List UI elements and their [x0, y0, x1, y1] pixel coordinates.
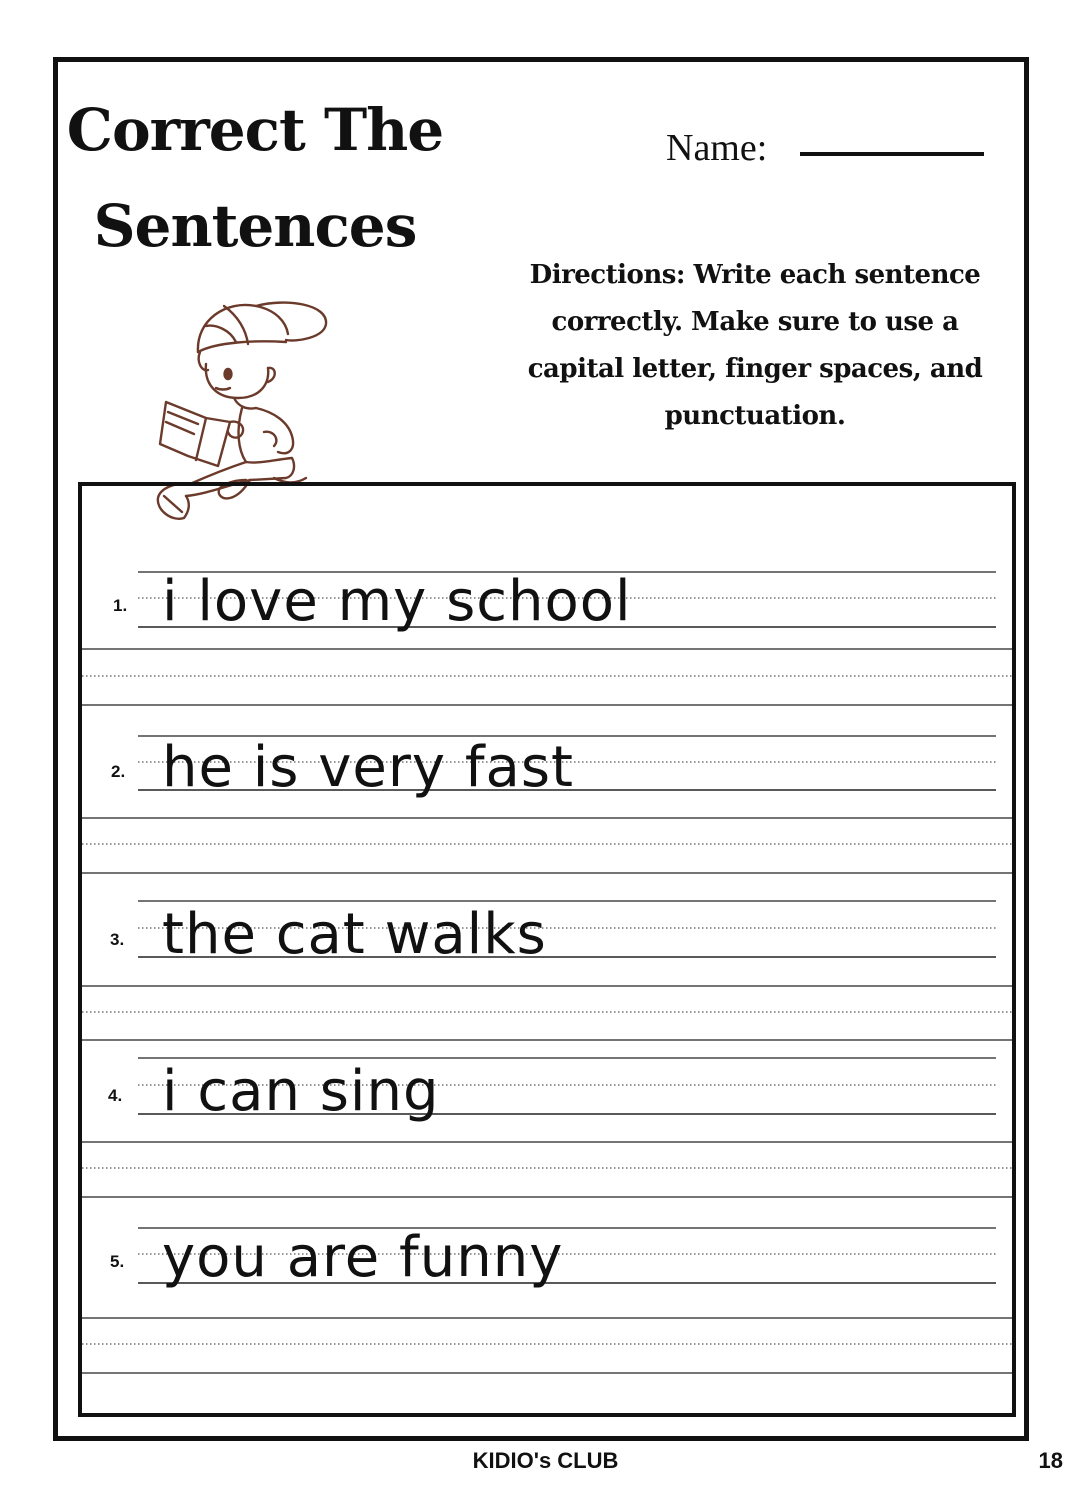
- sentence-number-2: 2.: [111, 762, 126, 781]
- title-line-2: Sentences: [93, 192, 417, 260]
- sentence-number-5: 5.: [110, 1252, 125, 1271]
- sentence-number-3: 3.: [110, 930, 125, 949]
- sentence-text-1: i love my school: [162, 569, 632, 634]
- title-line-1: Correct The: [66, 96, 444, 164]
- sentence-text-5: you are funny: [162, 1225, 564, 1290]
- footer-brand: KIDIO's CLUB: [472, 1448, 619, 1473]
- worksheet-title: [60, 82, 450, 274]
- sentence-number-1: 1.: [113, 596, 128, 615]
- sentence-number-4: 4.: [108, 1086, 123, 1105]
- page-number: 18: [1038, 1448, 1063, 1473]
- name-label: Name:: [666, 127, 768, 169]
- sentence-text-3: the cat walks: [162, 902, 547, 967]
- directions-text: Directions: Write each sentence correctly. Make sure to use a capital letter, finger spaces, and punctuation.: [527, 260, 983, 431]
- name-blank-line[interactable]: [800, 152, 984, 156]
- sentence-text-4: i can sing: [162, 1059, 440, 1124]
- sentence-text-2: he is very fast: [162, 735, 575, 800]
